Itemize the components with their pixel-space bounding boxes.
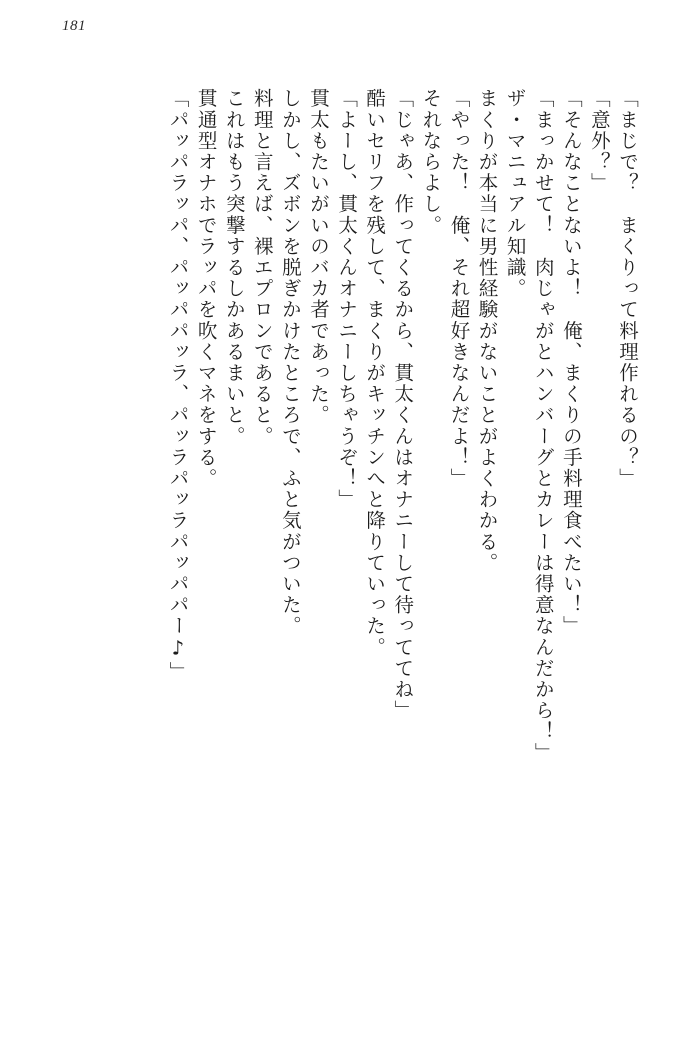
text-column: 貫通型オナホでラッパを吹くマネをする。 <box>194 88 218 489</box>
text-column: 「じゃあ、作ってくるから、貫太くんはオナニーして待っててね」 <box>391 88 415 721</box>
text-column: 「パッパラッパ、パッパパッラ、パッラパッラパッパパー♪」 <box>166 88 190 683</box>
text-column: 「よーし、貫太くんオナニーしちゃうぞ！」 <box>335 88 359 510</box>
text-column: 「まっかせて！ 肉じゃがとハンバーグとカレーは得意なんだから！」 <box>531 88 555 764</box>
text-column: 「まじで？ まくりって料理作れるの？」 <box>616 88 639 489</box>
text-column: 料理と言えば、裸エプロンであると。 <box>250 88 274 447</box>
text-column: 「やった！ 俺、それ超好きなんだよ！」 <box>447 88 471 489</box>
page-number: 181 <box>62 18 86 34</box>
text-column: 貫太もたいがいのバカ者であった。 <box>306 88 330 426</box>
text-column: それならよし。 <box>419 88 443 236</box>
text-column: ザ・マニュアル知識。 <box>503 88 527 299</box>
text-column: これはもう突撃するしかあるまいと。 <box>222 88 246 447</box>
text-column: 「意外？」 <box>587 88 611 194</box>
text-column: まくりが本当に男性経験がないことがよくわかる。 <box>475 88 499 574</box>
vertical-text-block <box>26 88 637 788</box>
text-column: 「そんなことないよ！ 俺、まくりの手料理食べたい！」 <box>559 88 583 637</box>
text-column: しかし、ズボンを脱ぎかけたところで、ふと気がついた。 <box>278 88 302 637</box>
text-column: 酷いセリフを残して、まくりがキッチンへと降りていった。 <box>363 88 387 658</box>
